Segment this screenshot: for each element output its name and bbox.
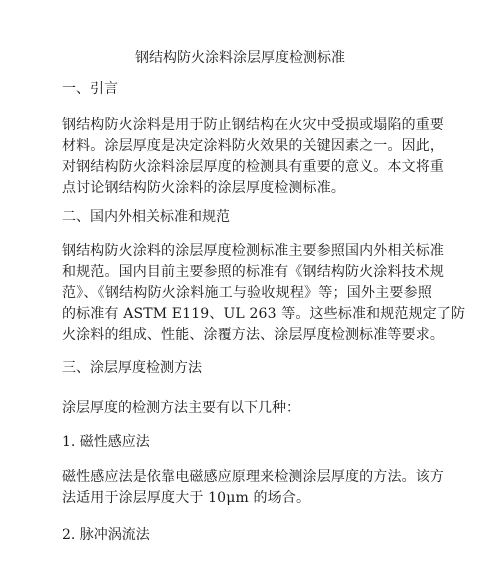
- section-heading-introduction: 一、引言: [62, 81, 118, 97]
- paragraph-standards: [62, 241, 466, 346]
- paragraph-line: 火涂料的组成、性能、涂覆方法、涂层厚度检测标准等要求。: [62, 327, 445, 343]
- method-2-title: 2. 脉冲涡流法: [62, 527, 150, 543]
- document-title: 钢结构防火涂料涂层厚度检测标准: [135, 50, 345, 66]
- paragraph-line: 点讨论钢结构防火涂料的涂层厚度检测标准。: [62, 180, 345, 196]
- paragraph-line: 范》、《钢结构防火涂料施工与验收规程》等；国外主要参照: [62, 285, 432, 301]
- method-1-title: 1. 磁性感应法: [62, 434, 150, 450]
- paragraph-line: 钢结构防火涂料的涂层厚度检测标准主要参照国内外相关标准: [62, 243, 445, 259]
- paragraph-line: 和规范。国内目前主要参照的标准有《钢结构防火涂料技术规: [62, 264, 445, 280]
- paragraph-method-1: [62, 467, 445, 509]
- section-heading-standards: 二、国内外相关标准和规范: [62, 209, 230, 225]
- paragraph-line: 法适用于涂层厚度大于 10μm 的场合。: [62, 490, 311, 506]
- paragraph-introduction: [62, 115, 445, 199]
- paragraph-line: 的标准有 ASTM E119、UL 263 等。这些标准和规范规定了防: [62, 306, 466, 322]
- paragraph-line: 磁性感应法是依靠电磁感应原理来检测涂层厚度的方法。该方: [62, 469, 445, 485]
- section-heading-methods: 三、涂层厚度检测方法: [62, 360, 202, 376]
- paragraph-line: 对钢结构防火涂料涂层厚度的检测具有重要的意义。本文将重: [62, 159, 445, 175]
- methods-intro-text: 涂层厚度的检测方法主要有以下几种：: [62, 400, 300, 416]
- paragraph-line: 钢结构防火涂料是用于防止钢结构在火灾中受损或塌陷的重要: [62, 117, 445, 133]
- paragraph-line: 材料。涂层厚度是决定涂料防火效果的关键因素之一。因此，: [62, 138, 445, 154]
